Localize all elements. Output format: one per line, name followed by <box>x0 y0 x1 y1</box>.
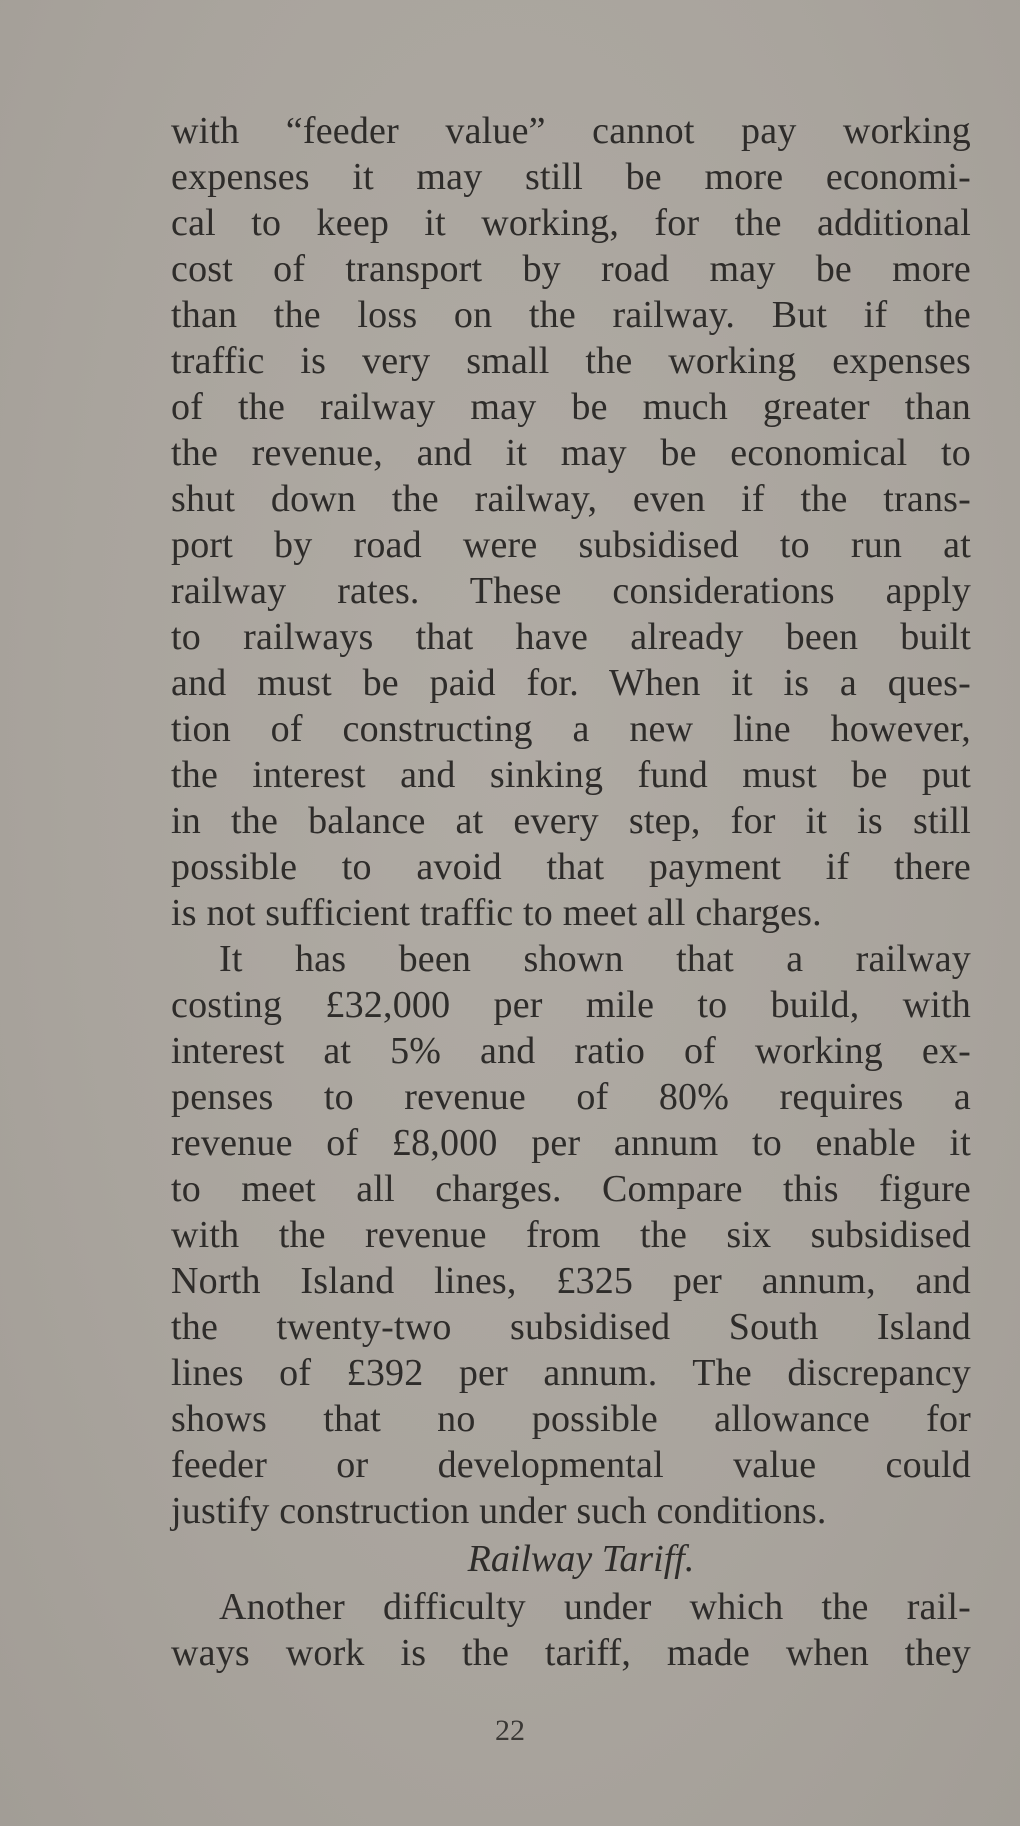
text-line: traffic is very small the working expenses <box>171 340 971 382</box>
text-line: railway rates. These considerations apply <box>171 570 971 612</box>
text-line: penses to revenue of 80% requires a <box>171 1076 971 1118</box>
text-line: shut down the railway, even if the trans- <box>171 478 971 520</box>
text-line: with “feeder value” cannot pay working <box>171 110 971 152</box>
text-line: the interest and sinking fund must be put <box>171 754 971 796</box>
text-line: than the loss on the railway. But if the <box>171 294 971 336</box>
text-line: justify construction under such conditions. <box>171 1490 827 1532</box>
text-line: the twenty-two subsidised South Island <box>171 1306 971 1348</box>
text-line: revenue of £8,000 per annum to enable it <box>171 1122 971 1164</box>
text-line: of the railway may be much greater than <box>171 386 971 428</box>
text-line: tion of constructing a new line however, <box>171 708 971 750</box>
text-line: ways work is the tariff, made when they <box>171 1632 971 1674</box>
text-line: shows that no possible allowance for <box>171 1398 971 1440</box>
text-line: to meet all charges. Compare this figure <box>171 1168 971 1210</box>
text-line: cost of transport by road may be more <box>171 248 971 290</box>
section-heading: Railway Tariff. <box>467 1538 695 1580</box>
text-line: port by road were subsidised to run at <box>171 524 971 566</box>
text-line: is not sufficient traffic to meet all charges. <box>171 892 822 934</box>
text-line: to railways that have already been built <box>171 616 971 658</box>
paragraph-first-line: It has been shown that a railway <box>219 938 971 980</box>
body-text <box>171 108 971 1676</box>
text-line: expenses it may still be more economi- <box>171 156 971 198</box>
paragraph-first-line: Another difficulty under which the rail- <box>219 1586 971 1628</box>
text-line: lines of £392 per annum. The discrepancy <box>171 1352 971 1394</box>
page-number: 22 <box>495 1714 525 1747</box>
text-line: in the balance at every step, for it is still <box>171 800 971 842</box>
text-line: cal to keep it working, for the additional <box>171 202 971 244</box>
text-line: possible to avoid that payment if there <box>171 846 971 888</box>
text-line: North Island lines, £325 per annum, and <box>171 1260 971 1302</box>
text-line: and must be paid for. When it is a ques- <box>171 662 971 704</box>
text-line: interest at 5% and ratio of working ex- <box>171 1030 971 1072</box>
text-line: costing £32,000 per mile to build, with <box>171 984 971 1026</box>
text-line: with the revenue from the six subsidised <box>171 1214 971 1256</box>
text-line: feeder or developmental value could <box>171 1444 971 1486</box>
text-line: the revenue, and it may be economical to <box>171 432 971 474</box>
